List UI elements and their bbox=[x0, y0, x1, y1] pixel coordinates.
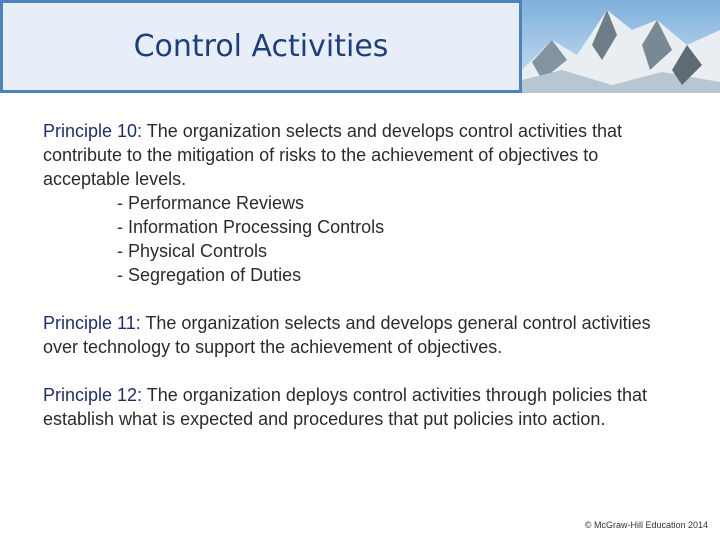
list-item: - Information Processing Controls bbox=[117, 217, 385, 237]
list-item: - Segregation of Duties bbox=[117, 265, 302, 285]
principle-label: Principle 12: bbox=[43, 385, 143, 405]
principle-label: Principle 10: bbox=[43, 121, 143, 141]
slide-title: Control Activities bbox=[133, 29, 389, 64]
principle-12 bbox=[43, 383, 683, 431]
title-banner bbox=[0, 0, 522, 93]
principle-text: The organization selects and develops control activities that contribute to the mitigation of risks to the achievement of objectives to acceptable levels. bbox=[43, 121, 623, 189]
mountain-image bbox=[522, 0, 720, 93]
slide-body bbox=[43, 119, 683, 455]
principle-text: The organization deploys control activities through policies that establish what is expected and procedures that put policies into action. bbox=[43, 385, 648, 429]
principle-text: The organization selects and develops general control activities over technology to support the achievement of objectives. bbox=[43, 313, 651, 357]
copyright-notice: © McGraw-Hill Education 2014 bbox=[584, 520, 708, 530]
principle-10 bbox=[43, 119, 683, 191]
list-item: - Physical Controls bbox=[117, 241, 268, 261]
control-types-list bbox=[43, 191, 683, 287]
principle-11 bbox=[43, 311, 683, 359]
principle-label: Principle 11: bbox=[43, 313, 141, 333]
list-item: - Performance Reviews bbox=[117, 193, 305, 213]
